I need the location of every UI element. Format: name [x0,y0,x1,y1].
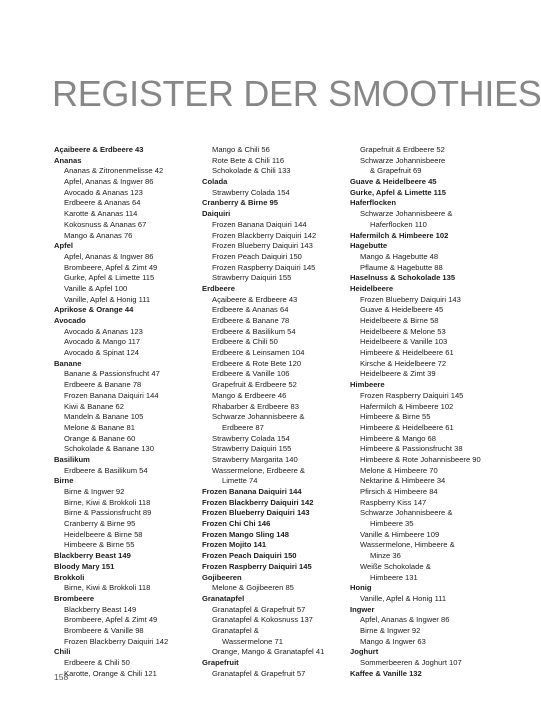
index-entry: Vanille, Apfel & Honig 111 [360,593,447,603]
index-entry: Frozen Banana Daiquiri 144 [212,219,307,229]
index-entry: Frozen Peach Daiquiri 150 [212,251,302,261]
index-heading: Himbeere [350,380,385,390]
index-entry: Vanille & Himbeere 109 [360,529,440,539]
index-column-1 [54,145,196,679]
index-column-2 [202,145,350,679]
page-number: 158 [54,672,69,682]
index-heading: Birne [54,476,74,486]
index-entry: Melone & Gojibeeren 85 [212,583,294,593]
index-heading: Banane [54,358,82,368]
index-entry: Gurke, Apfel & Limette 115 [64,273,155,283]
index-heading: Blackberry Beast 149 [54,551,131,561]
index-heading: Cranberry & Birne 95 [202,198,278,208]
index-heading: Chili [54,647,71,657]
index-entry: Erdbeere & Chili 50 [212,337,278,347]
index-entry: Avocado & Ananas 123 [64,187,143,197]
index-entry: Schwarze Johannisbeere & [360,508,453,518]
index-entry: Kokosnuss & Ananas 67 [64,219,147,229]
index-entry: Avocado & Mango 117 [64,337,141,347]
index-heading: Bloody Mary 151 [54,561,115,571]
index-entry: Kiwi & Banane 62 [64,401,124,411]
index-entry: Granatapfel & Grapefruit 57 [212,604,306,614]
index-entry: Schwarze Johannisbeere [360,155,446,165]
index-entry: Frozen Raspberry Daiquiri 145 [212,262,316,272]
index-entry: Schokolade & Banane 130 [64,444,154,454]
index-heading: Ingwer [350,604,375,614]
index-heading: Basilikum [54,454,90,464]
index-entry: Granatapfel & Kokosnuss 137 [212,615,313,625]
index-heading: Daiquiri [202,209,231,219]
index-entry: Apfel, Ananas & Ingwer 86 [360,615,450,625]
index-entry: Wassermelone, Himbeere & [360,540,455,550]
index-entry: Mandeln & Banane 105 [64,412,144,422]
index-entry: Karotte & Ananas 114 [64,209,138,219]
index-heading: Guave & Heidelbeere 45 [350,177,437,187]
index-entry: Frozen Blueberry Daiquiri 143 [212,241,313,251]
index-entry: Ananas & Zitronenmelisse 42 [64,166,164,176]
index-entry: Himbeere & Passionsfrucht 38 [360,444,463,454]
index-entry: Himbeere & Birne 55 [360,412,431,422]
index-entry: Erdbeere & Ananas 64 [64,198,141,208]
index-entry: Heidelbeere & Vanille 103 [360,337,448,347]
index-entry: Mango & Ananas 76 [64,230,133,240]
index-entry-continuation: Minze 36 [370,551,401,561]
index-entry: Melone & Banane 81 [64,422,135,432]
index-entry: Himbeere & Heidelbeere 61 [360,348,454,358]
index-entry: Granatapfel & Grapefruit 57 [212,668,306,678]
index-entry: Grapefruit & Erdbeere 52 [360,145,445,154]
index-entry: Grapefruit & Erdbeere 52 [212,380,297,390]
index-entry: Frozen Raspberry Daiquiri 145 [360,390,464,400]
index-entry: Himbeere & Birne 55 [64,540,135,550]
index-entry: Strawberry Colada 154 [212,433,290,443]
index-heading: Frozen Raspberry Daiquiri 145 [202,561,312,571]
index-entry: Vanille, Apfel & Honig 111 [64,294,151,304]
index-heading: Brokkoli [54,572,85,582]
index-heading: Colada [202,177,228,187]
index-entry: Vanille & Apfel 100 [64,283,128,293]
index-entry: Brombeere & Vanille 98 [64,625,144,635]
index-entry: Rote Bete & Chili 116 [212,155,285,165]
index-heading: Gojibeeren [202,572,242,582]
index-entry: Heidelbeere & Birne 58 [360,316,439,325]
index-entry: Erdbeere & Ananas 64 [212,305,289,315]
index-heading: Frozen Blackberry Daiquiri 142 [202,497,314,507]
index-entry-continuation: Limette 74 [222,476,258,486]
index-entry: Karotte, Orange & Chili 121 [64,668,157,678]
index-entry: Sommerbeeren & Joghurt 107 [360,658,462,667]
index-entry: Blackberry Beast 149 [64,604,137,614]
index-entry: Frozen Blackberry Daiquiri 142 [64,636,169,646]
index-entry: Melone & Himbeere 70 [360,465,438,475]
index-heading: Haferflocken [350,198,397,208]
index-heading: Joghurt [350,647,379,657]
index-entry: Hafermilch & Himbeere 102 [360,401,454,411]
index-heading: Frozen Peach Daiquiri 150 [202,551,297,561]
index-entry: Mango & Ingwer 63 [360,636,426,646]
index-heading: Grapefruit [202,658,239,667]
index-entry: Kirsche & Heidelbeere 72 [360,358,447,368]
index-entry: Strawberry Colada 154 [212,187,290,197]
index-entry: Birne, Kiwi & Brokkoli 118 [64,583,151,593]
index-entry-continuation: & Grapefruit 69 [370,166,422,176]
index-heading: Frozen Blueberry Daiquiri 143 [202,508,310,518]
index-entry: Pfirsich & Himbeere 84 [360,487,438,496]
index-entry: Birne & Ingwer 92 [360,625,421,635]
index-entry: Frozen Blackberry Daiquiri 142 [212,230,317,240]
index-column-3 [350,145,500,679]
index-entry: Himbeere & Heidelbeere 61 [360,422,454,432]
index-entry: Frozen Banana Daiquiri 144 [64,390,159,400]
index-heading: Frozen Mango Sling 148 [202,529,289,539]
page-title: REGISTER DER SMOOTHIES [52,73,541,114]
index-entry: Birne & Passionsfrucht 89 [64,508,152,518]
index-entry: Erdbeere & Basilikum 54 [212,326,296,336]
index-entry: Açaibeere & Erdbeere 43 [212,294,298,304]
index-entry: Birne & Ingwer 92 [64,487,125,496]
index-entry: Frozen Blueberry Daiquiri 143 [360,294,461,304]
index-entry: Guave & Heidelbeere 45 [360,305,444,315]
index-entry: Erdbeere & Rote Bete 120 [212,358,302,368]
index-entry: Strawberry Daiquiri 155 [212,273,292,283]
index-entry: Apfel, Ananas & Ingwer 86 [64,177,154,187]
index-entry: Schokolade & Chili 133 [212,166,291,176]
index-entry: Apfel, Ananas & Ingwer 86 [64,251,154,261]
index-entry: Schwarze Johannisbeere & [212,412,305,422]
index-entry: Brombeere, Apfel & Zimt 49 [64,615,158,625]
index-heading: Honig [350,583,372,593]
index-entry: Erdbeere & Banane 78 [64,380,142,390]
index-entry: Himbeere & Rote Johannisbeere 90 [360,454,481,464]
index-entry-continuation: Himbeere 35 [370,519,414,529]
index-heading: Kaffee & Vanille 132 [350,668,422,678]
index-heading: Frozen Chi Chi 146 [202,519,271,529]
index-entry: Strawberry Daiquiri 155 [212,444,292,454]
index-entry: Mango & Hagebutte 48 [360,251,439,261]
index-entry: Banane & Passionsfrucht 47 [64,369,160,379]
index-entry: Himbeere & Mango 68 [360,433,436,443]
index-entry: Cranberry & Birne 95 [64,519,136,529]
index-entry-continuation: Haferflocken 110 [370,219,427,229]
index-heading: Frozen Banana Daiquiri 144 [202,487,302,496]
index-entry: Mango & Erdbeere 46 [212,390,287,400]
index-entry: Orange, Mango & Granatapfel 41 [212,647,325,657]
index-entry: Brombeere, Apfel & Zimt 49 [64,262,158,272]
index-entry: Erdbeere & Banane 78 [212,316,290,325]
index-heading: Erdbeere [202,283,235,293]
index-heading: Aprikose & Orange 44 [54,305,134,315]
index-entry: Pflaume & Hagebutte 88 [360,262,443,272]
index-heading: Frozen Mojito 141 [202,540,267,550]
index-heading: Brombeere [54,593,95,603]
index-entry: Schwarze Johannisbeere & [360,209,453,219]
index-heading: Açaibeere & Erdbeere 43 [54,145,144,154]
index-heading: Heidelbeere [350,283,394,293]
index-entry: Erdbeere & Vanille 106 [212,369,290,379]
index-entry: Strawberry Margarita 140 [212,454,298,464]
index-entry: Avocado & Ananas 123 [64,326,143,336]
index-entry: Wassermelone, Erdbeere & [212,465,305,475]
index-entry: Avocado & Spinat 124 [64,348,140,358]
index-entry: Granatapfel & [212,625,259,635]
index-heading: Hagebutte [350,241,388,251]
index-heading: Hafermilch & Himbeere 102 [350,230,449,240]
index-heading: Haselnuss & Schokolade 135 [350,273,456,283]
index-entry: Erdbeere & Leinsamen 104 [212,348,305,358]
index-entry: Mango & Chili 56 [212,145,270,154]
index-entry: Heidelbeere & Birne 58 [64,529,143,539]
index-entry: Heidelbeere & Zimt 39 [360,369,436,379]
index-heading: Granatapfel [202,593,245,603]
index-heading: Avocado [54,316,86,325]
index-heading: Ananas [54,155,82,165]
index-entry: Raspberry Kiss 147 [360,497,427,507]
index-entry: Rhabarber & Erdbeere 83 [212,401,299,411]
index-heading: Apfel [54,241,73,251]
index-entry-continuation: Wassermelone 71 [222,636,283,646]
index-entry-continuation: Himbeere 131 [370,572,418,582]
index-entry: Nektarine & Himbeere 34 [360,476,446,486]
index-entry: Birne, Kiwi & Brokkoli 118 [64,497,151,507]
index-entry: Weiße Schokolade & [360,561,431,571]
index-entry: Orange & Banane 60 [64,433,136,443]
index-entry: Erdbeere & Chili 50 [64,658,130,667]
index-entry-continuation: Erdbeere 87 [222,422,264,432]
index-heading: Gurke, Apfel & Limette 115 [350,187,446,197]
index-entry: Erdbeere & Basilikum 54 [64,465,148,475]
index-entry: Heidelbeere & Melone 53 [360,326,446,336]
